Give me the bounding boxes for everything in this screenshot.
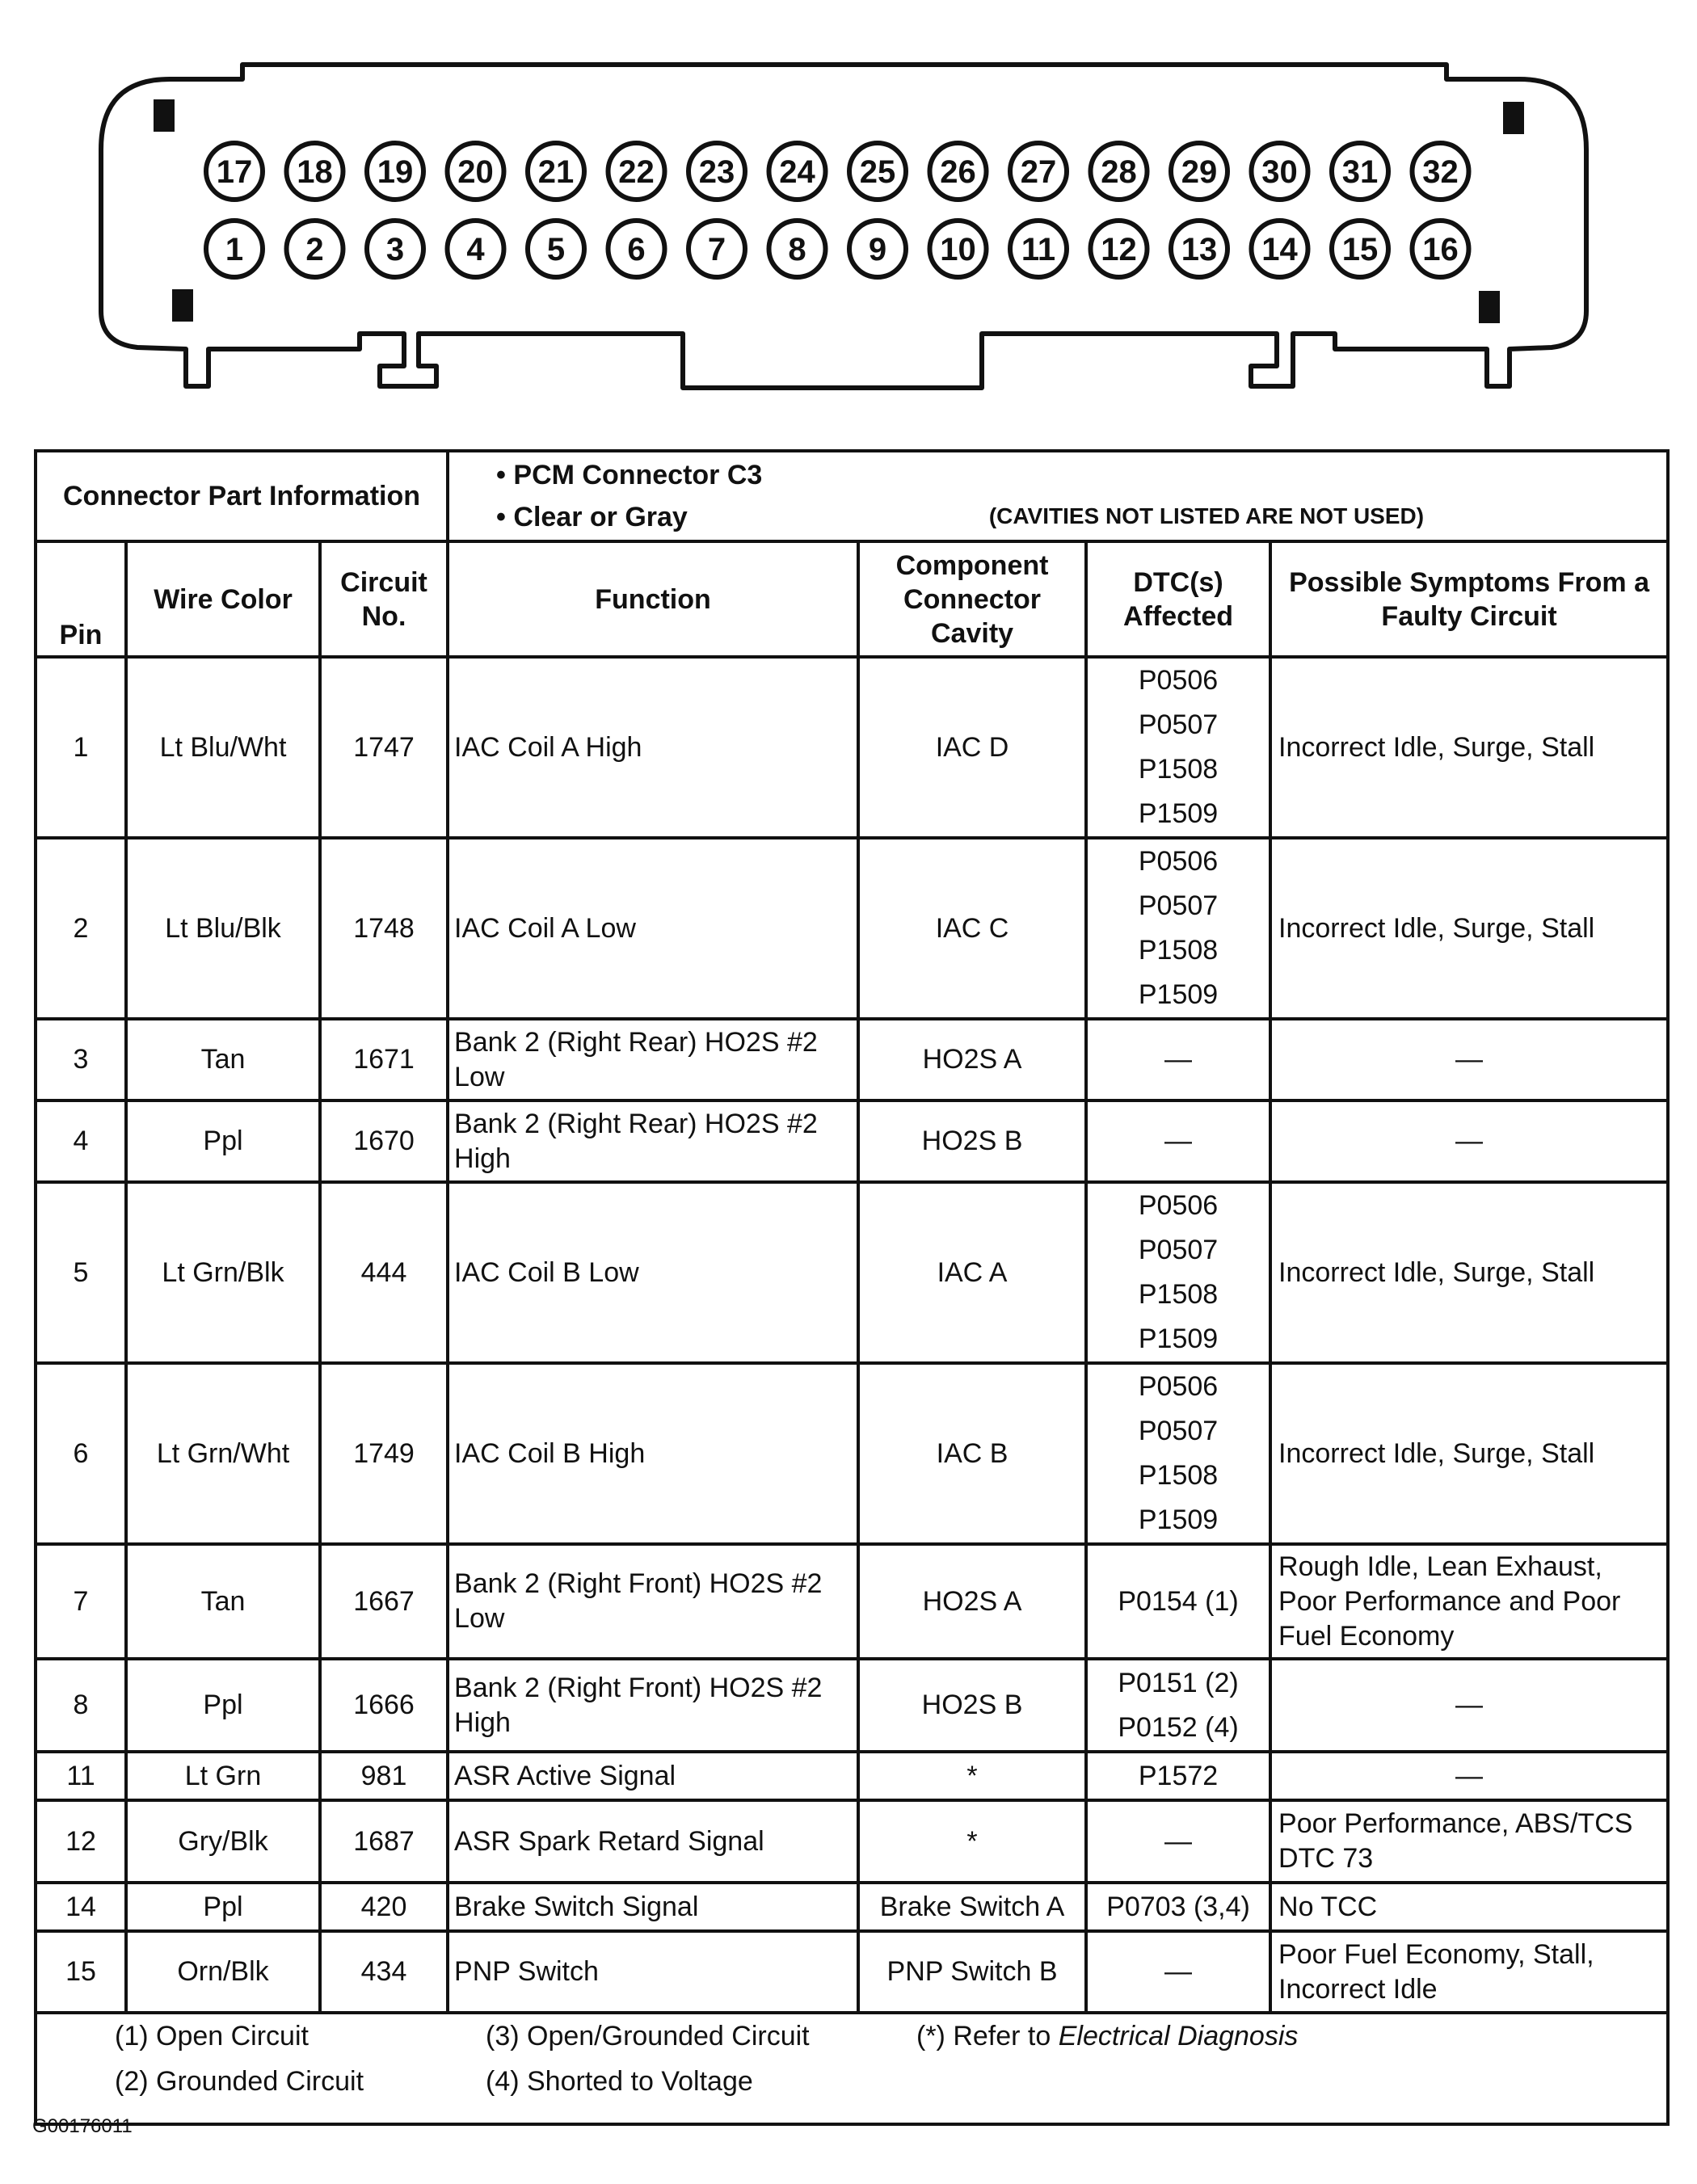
table-row xyxy=(36,657,1668,838)
pin-number-label: 29 xyxy=(1181,154,1218,190)
wire-color-cell: Ppl xyxy=(126,1659,320,1752)
pin-cell: 5 xyxy=(36,1182,126,1363)
header-wire-color: Wire Color xyxy=(126,541,320,657)
dtc-code: — xyxy=(1164,1825,1193,1857)
circuit-cell: 1748 xyxy=(320,838,448,1019)
note-shorted-to-voltage: (4) Shorted to Voltage xyxy=(486,2066,753,2097)
dtc-cell xyxy=(1086,838,1270,1019)
wire-color-cell: Orn/Blk xyxy=(126,1931,320,2013)
table-row xyxy=(36,1883,1668,1931)
symptoms-cell: — xyxy=(1270,1752,1668,1800)
dtc-cell xyxy=(1086,1883,1270,1931)
circuit-cell: 1666 xyxy=(320,1659,448,1752)
header-possible-symptoms: Possible Symptoms From a Faulty Circuit xyxy=(1270,541,1668,657)
circuit-cell: 1671 xyxy=(320,1019,448,1100)
symptoms-cell: No TCC xyxy=(1270,1883,1668,1931)
table-row xyxy=(36,1800,1668,1883)
cavity-note: (CAVITIES NOT LISTED ARE NOT USED) xyxy=(988,503,1425,528)
pin-number-label: 1 xyxy=(225,232,244,267)
pin-cell: 15 xyxy=(36,1931,126,2013)
table-row xyxy=(36,1100,1668,1182)
connector-diagram xyxy=(0,0,1697,420)
pin-cell: 2 xyxy=(36,838,126,1019)
connector-bottom-row xyxy=(206,221,1469,277)
header-function: Function xyxy=(448,541,858,657)
pin-number-label: 9 xyxy=(868,232,887,267)
dtc-code: P1509 xyxy=(1138,1504,1219,1535)
pin-number-label: 19 xyxy=(377,154,414,190)
pin-cell: 8 xyxy=(36,1659,126,1752)
function-cell: ASR Active Signal xyxy=(448,1752,858,1800)
figure-id: G00176011 xyxy=(32,2115,133,2137)
function-cell: Bank 2 (Right Rear) HO2S #2 Low xyxy=(448,1019,858,1100)
symptoms-cell: — xyxy=(1270,1019,1668,1100)
header-dtc-affected: DTC(s) Affected xyxy=(1086,541,1270,657)
table-row xyxy=(36,1544,1668,1659)
dtc-code: P1508 xyxy=(1138,1279,1219,1310)
symptoms-cell: Incorrect Idle, Surge, Stall xyxy=(1270,1182,1668,1363)
pin-number-label: 12 xyxy=(1101,232,1137,267)
dtc-code: — xyxy=(1164,1126,1193,1156)
pin-number-label: 8 xyxy=(788,232,806,267)
pin-rows xyxy=(36,657,1668,2013)
dtc-cell xyxy=(1086,1659,1270,1752)
pin-cell: 7 xyxy=(36,1544,126,1659)
table-row xyxy=(36,1019,1668,1100)
cavity-cell: * xyxy=(858,1752,1086,1800)
pin-number-label: 22 xyxy=(618,154,655,190)
pin-number-label: 30 xyxy=(1261,154,1298,190)
cavity-cell: Brake Switch A xyxy=(858,1883,1086,1931)
dtc-code: P0151 (2) xyxy=(1118,1667,1239,1698)
table-row xyxy=(36,1931,1668,2013)
function-cell: Bank 2 (Right Front) HO2S #2 Low xyxy=(448,1544,858,1659)
function-cell: Brake Switch Signal xyxy=(448,1883,858,1931)
info-header-row xyxy=(36,451,1668,541)
symptoms-cell: Incorrect Idle, Surge, Stall xyxy=(1270,838,1668,1019)
dtc-code: P0506 xyxy=(1138,846,1219,877)
note-open-grounded-circuit: (3) Open/Grounded Circuit xyxy=(486,2021,810,2051)
pin-number-label: 31 xyxy=(1341,154,1379,190)
function-cell: Bank 2 (Right Front) HO2S #2 High xyxy=(448,1659,858,1752)
header-circuit-no: Circuit No. xyxy=(320,541,448,657)
circuit-cell: 1687 xyxy=(320,1800,448,1883)
column-header-row xyxy=(36,541,1668,657)
wire-color-cell: Tan xyxy=(126,1544,320,1659)
wire-color-cell: Ppl xyxy=(126,1883,320,1931)
pin-number-label: 24 xyxy=(779,154,815,190)
pin-cell: 11 xyxy=(36,1752,126,1800)
pin-number-label: 27 xyxy=(1020,154,1057,190)
latch-mark-bottom-right xyxy=(1479,291,1500,323)
dtc-code: P1509 xyxy=(1138,1323,1219,1354)
pin-number-label: 2 xyxy=(305,232,324,267)
latch-mark-top-right xyxy=(1503,102,1524,134)
circuit-cell: 444 xyxy=(320,1182,448,1363)
connector-top-row xyxy=(206,143,1469,200)
dtc-code: P0506 xyxy=(1138,1371,1219,1402)
pin-cell: 14 xyxy=(36,1883,126,1931)
dtc-cell xyxy=(1086,1019,1270,1100)
dtc-code: P0507 xyxy=(1138,709,1219,740)
dtc-code: P0152 (4) xyxy=(1118,1711,1239,1743)
pin-number-label: 17 xyxy=(216,154,253,190)
dtc-cell xyxy=(1086,1544,1270,1659)
function-cell: Bank 2 (Right Rear) HO2S #2 High xyxy=(448,1100,858,1182)
pin-number-label: 3 xyxy=(385,232,405,267)
header-component-cavity: Component Connector Cavity xyxy=(858,541,1086,657)
pin-number-label: 26 xyxy=(940,154,976,190)
wire-color-cell: Lt Grn/Blk xyxy=(126,1182,320,1363)
pin-number-label: 15 xyxy=(1341,232,1379,267)
cavity-cell: * xyxy=(858,1800,1086,1883)
pin-number-label: 23 xyxy=(698,154,735,190)
symptoms-cell: Poor Performance, ABS/TCS DTC 73 xyxy=(1270,1800,1668,1883)
dtc-cell xyxy=(1086,1182,1270,1363)
pin-number-label: 7 xyxy=(707,232,726,267)
pin-cell: 3 xyxy=(36,1019,126,1100)
dtc-cell xyxy=(1086,1800,1270,1883)
circuit-cell: 981 xyxy=(320,1752,448,1800)
wire-color-cell: Gry/Blk xyxy=(126,1800,320,1883)
latch-mark-top-left xyxy=(154,99,175,132)
function-cell: PNP Switch xyxy=(448,1931,858,2013)
symptoms-cell: Incorrect Idle, Surge, Stall xyxy=(1270,657,1668,838)
function-cell: IAC Coil B High xyxy=(448,1363,858,1544)
dtc-cell xyxy=(1086,657,1270,838)
pin-cell: 6 xyxy=(36,1363,126,1544)
function-cell: IAC Coil B Low xyxy=(448,1182,858,1363)
pin-number-label: 21 xyxy=(537,154,575,190)
footnotes xyxy=(37,2019,1666,2116)
circuit-cell: 420 xyxy=(320,1883,448,1931)
cavity-cell: HO2S A xyxy=(858,1544,1086,1659)
dtc-code: P0703 (3,4) xyxy=(1106,1891,1250,1922)
note-refer-electrical-diagnosis: (*) Refer to Electrical Diagnosis xyxy=(916,2021,1299,2051)
circuit-cell: 1749 xyxy=(320,1363,448,1544)
cavity-cell: HO2S B xyxy=(858,1100,1086,1182)
symptoms-cell: — xyxy=(1270,1100,1668,1182)
latch-mark-bottom-left xyxy=(172,289,193,322)
table-row xyxy=(36,838,1668,1019)
symptoms-cell: Incorrect Idle, Surge, Stall xyxy=(1270,1363,1668,1544)
cavity-cell: IAC A xyxy=(858,1182,1086,1363)
pin-number-label: 4 xyxy=(466,232,485,267)
function-cell: IAC Coil A High xyxy=(448,657,858,838)
wire-color-cell: Lt Grn/Wht xyxy=(126,1363,320,1544)
bullet-color: • Clear or Gray xyxy=(496,502,688,532)
pin-cell: 1 xyxy=(36,657,126,838)
pin-number-label: 5 xyxy=(546,232,566,267)
dtc-code: P1509 xyxy=(1138,798,1219,829)
pin-number-label: 25 xyxy=(859,154,896,190)
dtc-code: P0154 (1) xyxy=(1118,1585,1239,1617)
table-row xyxy=(36,1363,1668,1544)
wire-color-cell: Lt Grn xyxy=(126,1752,320,1800)
circuit-cell: 1667 xyxy=(320,1544,448,1659)
wire-color-cell: Tan xyxy=(126,1019,320,1100)
bullet-connector: • PCM Connector C3 xyxy=(496,460,763,490)
dtc-code: P0507 xyxy=(1138,890,1219,921)
dtc-code: P0507 xyxy=(1138,1235,1219,1265)
dtc-code: P0506 xyxy=(1138,665,1219,696)
dtc-code: — xyxy=(1164,1044,1193,1075)
circuit-cell: 1747 xyxy=(320,657,448,838)
symptoms-cell: Rough Idle, Lean Exhaust, Poor Performance and Poor Fuel Economy xyxy=(1270,1544,1668,1659)
pin-number-label: 32 xyxy=(1422,154,1459,190)
dtc-cell xyxy=(1086,1100,1270,1182)
wire-color-cell: Lt Blu/Blk xyxy=(126,838,320,1019)
function-cell: IAC Coil A Low xyxy=(448,838,858,1019)
dtc-code: — xyxy=(1164,1956,1193,1987)
dtc-code: P1509 xyxy=(1138,979,1219,1010)
dtc-cell xyxy=(1086,1931,1270,2013)
dtc-cell xyxy=(1086,1752,1270,1800)
note-open-circuit: (1) Open Circuit xyxy=(115,2021,309,2051)
wire-color-cell: Lt Blu/Wht xyxy=(126,657,320,838)
pin-cell: 4 xyxy=(36,1100,126,1182)
table-row xyxy=(36,1659,1668,1752)
dtc-code: P0506 xyxy=(1138,1190,1219,1221)
circuit-cell: 434 xyxy=(320,1931,448,2013)
cavity-cell: IAC C xyxy=(858,838,1086,1019)
pin-number-label: 14 xyxy=(1261,232,1298,267)
cavity-cell: HO2S B xyxy=(858,1659,1086,1752)
pin-table xyxy=(34,449,1670,2126)
dtc-code: P1572 xyxy=(1138,1760,1219,1791)
dtc-code: P1508 xyxy=(1138,1460,1219,1491)
pin-number-label: 28 xyxy=(1101,154,1137,190)
circuit-cell: 1670 xyxy=(320,1100,448,1182)
notes-cell xyxy=(36,2013,1668,2124)
pin-number-label: 18 xyxy=(297,154,333,190)
cavity-cell: IAC B xyxy=(858,1363,1086,1544)
table-row xyxy=(36,1182,1668,1363)
pin-number-label: 20 xyxy=(457,154,494,190)
wire-color-cell: Ppl xyxy=(126,1100,320,1182)
symptoms-cell: Poor Fuel Economy, Stall, Incorrect Idle xyxy=(1270,1931,1668,2013)
pin-number-label: 16 xyxy=(1422,232,1459,267)
notes-row xyxy=(36,2013,1668,2124)
pin-number-label: 6 xyxy=(627,232,646,267)
connector-part-info-label: Connector Part Information xyxy=(36,451,448,541)
symptoms-cell: — xyxy=(1270,1659,1668,1752)
dtc-code: P1508 xyxy=(1138,754,1219,785)
function-cell: ASR Spark Retard Signal xyxy=(448,1800,858,1883)
connector-bullets xyxy=(448,451,1668,541)
dtc-cell xyxy=(1086,1363,1270,1544)
table-row xyxy=(36,1752,1668,1800)
pin-number-label: 10 xyxy=(940,232,976,267)
dtc-code: P0507 xyxy=(1138,1416,1219,1446)
note-grounded-circuit: (2) Grounded Circuit xyxy=(115,2066,364,2097)
cavity-cell: PNP Switch B xyxy=(858,1931,1086,2013)
cavity-cell: HO2S A xyxy=(858,1019,1086,1100)
cavity-cell: IAC D xyxy=(858,657,1086,838)
dtc-code: P1508 xyxy=(1138,935,1219,966)
pin-number-label: 11 xyxy=(1021,232,1056,267)
pin-number-label: 13 xyxy=(1181,232,1218,267)
header-pin: Pin xyxy=(36,541,126,657)
pin-cell: 12 xyxy=(36,1800,126,1883)
